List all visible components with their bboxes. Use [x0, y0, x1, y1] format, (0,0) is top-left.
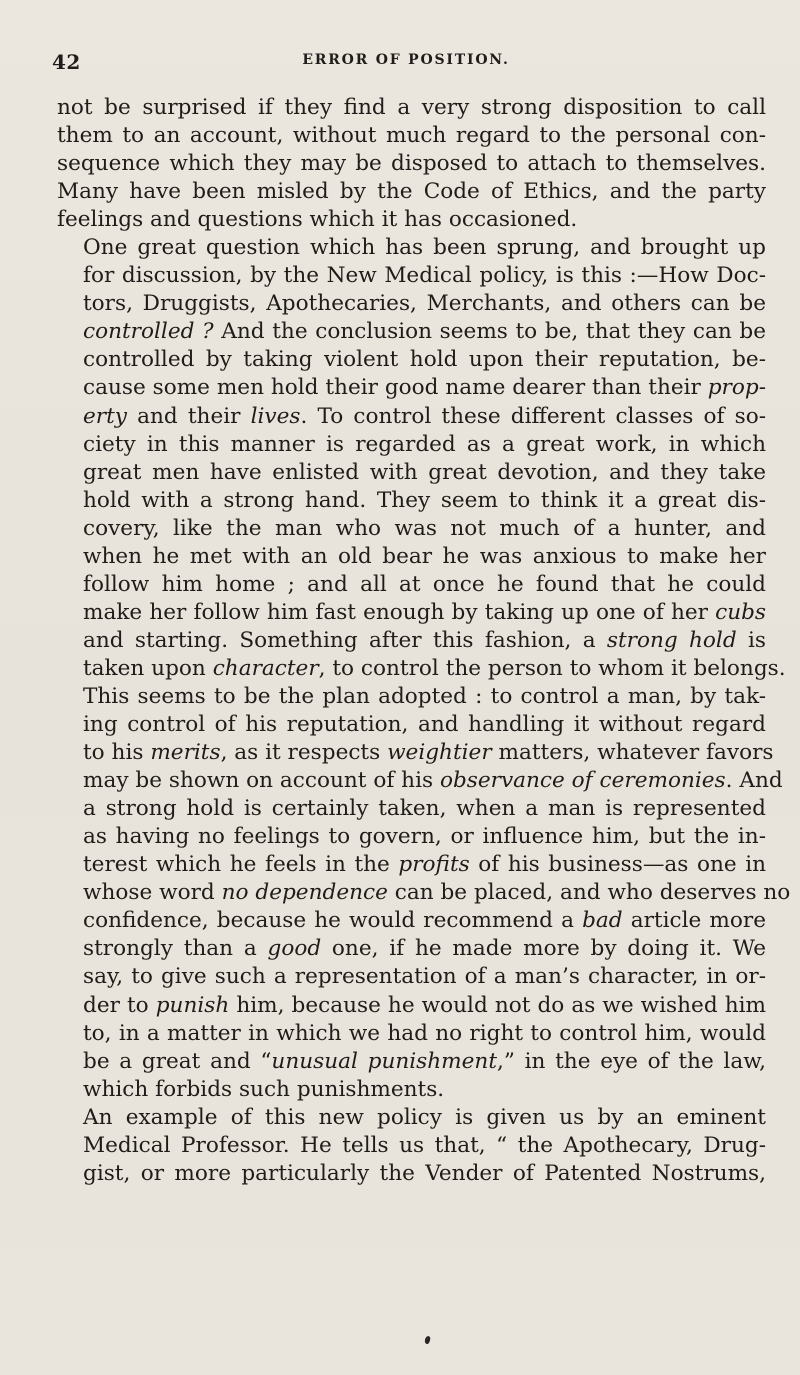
text-line: controlled by taking violent hold upon their reputation, be- [83, 347, 766, 373]
page-header [52, 50, 760, 74]
text-line [57, 1048, 766, 1076]
italic-text: unusual punishment [271, 1048, 497, 1074]
text-run: is [736, 627, 766, 653]
italic-text: weightier [387, 740, 492, 766]
text-line: for discussion, by the New Medical policy, is this :—How Doc- [83, 263, 766, 289]
text-run: of his business—as one in [469, 852, 767, 878]
text-line [57, 403, 766, 431]
body-text [57, 94, 791, 1188]
text-line: ciety in this manner is regarded as a great work, in which [83, 431, 766, 457]
text-line: them to an account, without much regard to the personal con- [57, 123, 766, 149]
text-line: sequence which they may be disposed to attach to themselves. [57, 151, 766, 177]
text-run: And the conclusion seems to be, that they can be [213, 319, 767, 345]
text-line [57, 935, 766, 963]
text-line [57, 739, 774, 767]
text-run: , to control the person to whom it belongs. [318, 655, 786, 681]
text-run: confidence, because he would recommend a [83, 908, 583, 934]
text-run: . To control these different classes of so- [300, 403, 766, 429]
text-line: follow him home ; and all at once he found that he could [83, 571, 766, 597]
text-run: cause some men hold their good name dearer than their [83, 375, 708, 401]
text-line: gist, or more particularly the Vender of Patented Nostrums, [83, 1160, 766, 1186]
text-line [57, 907, 766, 935]
text-run: and their [126, 403, 251, 429]
text-line: when he met with an old bear he was anxious to make her [83, 543, 766, 569]
text-line: feelings and questions which it has occasioned. [57, 207, 578, 233]
paragraph-3 [57, 1104, 766, 1188]
text-run: . And [725, 768, 783, 794]
text-run: terest which he feels in the [83, 852, 399, 878]
text-run: der to [83, 992, 156, 1018]
text-line: as having no feelings to govern, or influence him, but the in- [83, 824, 766, 850]
page-number: 42 [52, 50, 81, 74]
text-run: matters, whatever favors [491, 740, 774, 766]
text-line: An example of this new policy is given us by an eminent [83, 1104, 766, 1130]
text-run: taken upon [83, 655, 213, 681]
text-run: one, if he made more by doing it. We [321, 936, 766, 962]
italic-text: merits [150, 740, 221, 766]
text-run: strongly than a [83, 936, 268, 962]
text-line: great men have enlisted with great devotion, and they take [83, 459, 766, 485]
text-line [57, 374, 766, 402]
italic-text: no dependence [221, 880, 388, 906]
text-run: ,” in the eye of the law, [497, 1048, 766, 1074]
paragraph-2 [57, 234, 791, 1103]
text-line [57, 599, 766, 627]
text-line: say, to give such a representation of a man’s character, in or- [83, 964, 766, 990]
text-run: whose word [83, 880, 222, 906]
text-line: hold with a strong hand. They seem to think it a great dis- [83, 487, 766, 513]
italic-text: bad [582, 908, 623, 934]
text-line: covery, like the man who was not much of a hunter, and [83, 515, 766, 541]
text-line: Many have been misled by the Code of Ethics, and the party [57, 179, 766, 205]
text-line: This seems to be the plan adopted : to control a man, by tak- [83, 683, 766, 709]
text-line [57, 627, 766, 655]
italic-text: good [267, 936, 322, 962]
italic-text: prop- [707, 375, 766, 401]
running-head: ERROR OF POSITION. [302, 52, 510, 68]
text-line [57, 992, 766, 1020]
text-line [57, 767, 783, 795]
text-run: may be shown on account of his [83, 768, 440, 794]
ink-speck [424, 1335, 431, 1344]
text-line: One great question which has been sprung, and brought up [83, 235, 766, 261]
text-run: make her follow him fast enough by taking up one of her [83, 599, 716, 625]
italic-text: observance of ceremonies [439, 768, 726, 794]
text-line: Medical Professor. He tells us that, “ the Apothecary, Drug- [83, 1132, 766, 1158]
italic-text: cubs [715, 599, 766, 625]
italic-text: erty [83, 403, 127, 429]
text-line [57, 851, 766, 879]
text-run: and starting. Something after this fashion, a [83, 627, 607, 653]
text-line [57, 655, 786, 683]
text-line: which forbids such punishments. [83, 1076, 445, 1102]
text-line: ing control of his reputation, and handling it without regard [83, 712, 766, 738]
text-run: can be placed, and who deserves no [387, 880, 791, 906]
italic-text: strong hold [606, 627, 737, 653]
text-run: to his [83, 740, 151, 766]
text-line: not be surprised if they find a very strong disposition to call [57, 95, 766, 120]
italic-text: lives [250, 403, 301, 429]
text-line: a strong hold is certainly taken, when a man is represented [83, 796, 766, 822]
text-run: article more [622, 908, 766, 934]
text-line [57, 318, 766, 346]
text-run: be a great and “ [83, 1048, 272, 1074]
italic-text: controlled ? [83, 319, 214, 345]
text-run: , as it respects [220, 740, 388, 766]
italic-text: character [212, 655, 319, 681]
paragraph-1 [57, 94, 766, 234]
text-line: to, in a matter in which we had no right to control him, would [83, 1020, 766, 1046]
text-line: tors, Druggists, Apothecaries, Merchants, and others can be [83, 291, 766, 317]
text-line [57, 879, 791, 907]
text-run: him, because he would not do as we wished him [229, 992, 766, 1018]
italic-text: punish [155, 992, 230, 1018]
italic-text: profits [398, 852, 470, 878]
